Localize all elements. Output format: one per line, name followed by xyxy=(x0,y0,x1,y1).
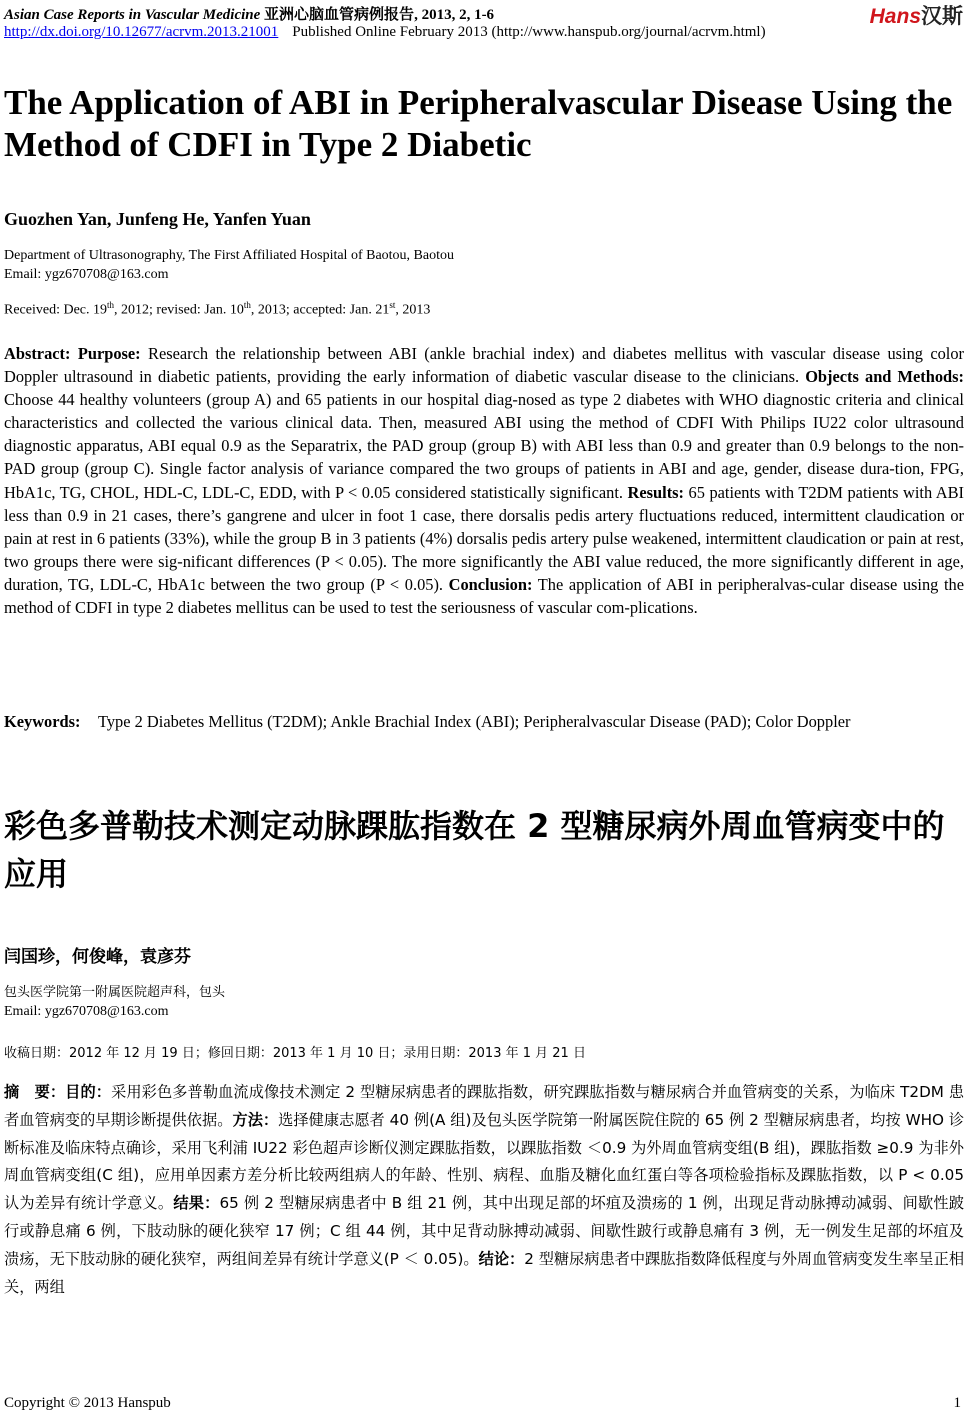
received-text-2: , 2012; revised: Jan. 10 xyxy=(114,302,244,318)
received-text-1: Received: Dec. 19 xyxy=(4,302,108,318)
abstract-conclusion-text: The application of ABI in peripheralvas-cular disease using the method of CDFI in type 2 diabetes mellitus can be used to test the seriousness of vascular com-plications. xyxy=(4,574,964,618)
affiliation: Department of Ultrasonography, The First Affiliated Hospital of Baotou, Baotou xyxy=(4,248,454,263)
abstract-en xyxy=(4,342,964,619)
email-cn: Email: ygz670708@163.com xyxy=(4,1004,169,1019)
received-dates-cn: 收稿日期：2012 年 12 月 19 日；修回日期：2013 年 1 月 10 日；录用日期：2013 年 1 月 21 日 xyxy=(4,1046,586,1061)
abstract-methods-label: Objects and Methods: xyxy=(805,367,964,387)
received-text-3: , 2013; accepted: Jan. 21 xyxy=(250,302,390,318)
abstract-cn-methods-text: 选择健康志愿者 40 例(A 组)及包头医学院第一附属医院住院的 65 例 2 型糖尿病患者，均按 WHO 诊断标准及临床特点确诊，采用飞利浦 IU22 彩色超声诊断仪测定踝肱指数，以踝肱指数 ＜0.9 为外周血管病变组(B 组)，踝肱指数 ≥0.9 为非外周血管病变组(C 组)，应用单因素方差分析比较两组病人的年龄、性别、病程、血脂及糖化血红蛋白等各项检验指标及踝肱指数，以 P < 0.05 认为差异有统计学意义。 xyxy=(4,1110,965,1213)
paper-title-cn: 彩色多普勒技术测定动脉踝肱指数在 2 型糖尿病外周血管病变中的应用 xyxy=(4,807,945,893)
received-sup-2: th xyxy=(243,300,251,310)
affiliation-cn: 包头医学院第一附属医院超声科，包头 xyxy=(4,985,226,1000)
abstract-cn-conclusion-text: 2 型糖尿病患者中踝肱指数降低程度与外周血管病变发生率呈正相关，两组 xyxy=(4,1249,965,1296)
journal-name-en: Asian Case Reports in Vascular Medicine xyxy=(4,7,261,23)
received-sup-3: st xyxy=(389,300,396,310)
abstract-results-label: Results: xyxy=(627,482,684,502)
email: Email: ygz670708@163.com xyxy=(4,267,169,282)
hans-logo xyxy=(870,0,963,30)
received-sup-1: th xyxy=(107,300,115,310)
abstract-cn-results-label: 结果： xyxy=(173,1194,220,1213)
abstract-methods-text: Choose 44 healthy volunteers (group A) and 65 patients in our hospital diag-nosed as type 2 diabetes with WHO diagnostic criteria and clinical characteristics and collected the various clinical data. Then, measured ABI using the method of CDFI With Philips IU22 color ultrasound diagnostic apparatus, ABI equal 0.9 as the Separatrix, the PAD group (group B) with ABI less than 0.9 and greater than 0.9 belongs to the non-PAD group (group C). Single factor analysis of variance compared the two groups of patients in ABI and age, gender, disease dura-tion, FPG, HbA1c, TG, CHOL, HDL-C, LDL-C, EDD, with P < 0.05 considered statistically significant. xyxy=(4,390,964,502)
paper-title: The Application of ABI in Peripheralvascular Disease Using the Method of CDFI in Type 2 Diabetic xyxy=(4,83,953,164)
journal-header xyxy=(4,3,494,24)
abstract-cn-purpose-text: 采用彩色多普勒血流成像技术测定 2 型糖尿病患者的踝肱指数，研究踝肱指数与糖尿病合并血管病变的关系，为临床 T2DM 患者血管病变的早期诊断提供依据。 xyxy=(4,1083,965,1129)
logo-cn: 汉斯 xyxy=(921,5,963,28)
received-dates xyxy=(4,300,430,319)
abstract-purpose-label: Abstract: Purpose: xyxy=(4,344,141,363)
abstract-cn-results-text: 65 例 2 型糖尿病患者中 B 组 21 例，其中出现足部的坏疽及溃疡的 1 例，出现足背动脉搏动减弱、间歇性跛行或静息痛 6 例，下肢动脉的硬化狭窄 17 例；C 组 44 例，其中足背动脉搏动减弱、间歇性跛行或静息痛有 3 例，无一例发生足部的坏疽及溃疡，无下肢动脉的硬化狭窄，两组间差异有统计学意义(P ＜ 0.05)。 xyxy=(4,1194,965,1268)
journal-name-cn: 亚洲心脑血管病例报告 xyxy=(264,7,415,23)
copyright: Copyright © 2013 Hanspub xyxy=(4,1395,171,1411)
doi-line xyxy=(4,24,766,41)
abstract-cn-conclusion-label: 结论： xyxy=(478,1249,525,1268)
published-online: Published Online February 2013 (http://www.hanspub.org/journal/acrvm.html) xyxy=(292,24,766,40)
abstract-cn-methods-label: 方法： xyxy=(232,1110,279,1129)
paper-authors: Guozhen Yan, Junfeng He, Yanfen Yuan xyxy=(4,209,311,229)
received-text-4: , 2013 xyxy=(395,302,431,318)
abstract-cn-purpose-label: 目的： xyxy=(65,1083,112,1101)
keywords xyxy=(4,710,964,733)
journal-issue: , 2013, 2, 1-6 xyxy=(414,7,495,23)
abstract-cn-label: 摘 要： xyxy=(4,1083,66,1101)
paper-authors-cn: 闫国珍，何俊峰，袁彦芬 xyxy=(4,947,191,967)
abstract-results-text: 65 patients with T2DM patients with ABI less than 0.9 in 21 cases, there’s gangrene and ulcer in foot 1 case, there dorsalis pedis artery fluctuations reduced, intermittent claudication or pain at rest in 6 patients (33%), while the group B in 3 patients (4%) dorsalis pedis artery pulse weakened, intermittent claudication or pain at rest, two groups there were sig-nificant differences (P < 0.05). The more significantly the ABI value reduced, the more significantly different in age, duration, TG, LDL-C, HbA1c between the two group (P < 0.05). xyxy=(4,482,964,594)
keywords-label: Keywords: xyxy=(4,712,81,731)
abstract-cn xyxy=(4,1079,964,1301)
affiliation-block-cn xyxy=(4,983,225,1021)
page-number: 1 xyxy=(953,1395,961,1411)
affiliation-block xyxy=(4,246,454,284)
abstract-conclusion-label: Conclusion: xyxy=(448,574,533,594)
logo-text: Hans xyxy=(869,5,921,28)
keywords-text: Type 2 Diabetes Mellitus (T2DM); Ankle Brachial Index (ABI); Peripheralvascular Disease (PAD); Color Doppler xyxy=(98,712,851,731)
abstract-purpose-text: Research the relationship between ABI (ankle brachial index) and diabetes mellitus with vascular disease using color Doppler ultrasound in diabetic patients, providing the early information of diabetic vascular disease to the clinicians. xyxy=(4,344,965,387)
doi-link[interactable]: http://dx.doi.org/10.12677/acrvm.2013.21001 xyxy=(4,24,279,40)
